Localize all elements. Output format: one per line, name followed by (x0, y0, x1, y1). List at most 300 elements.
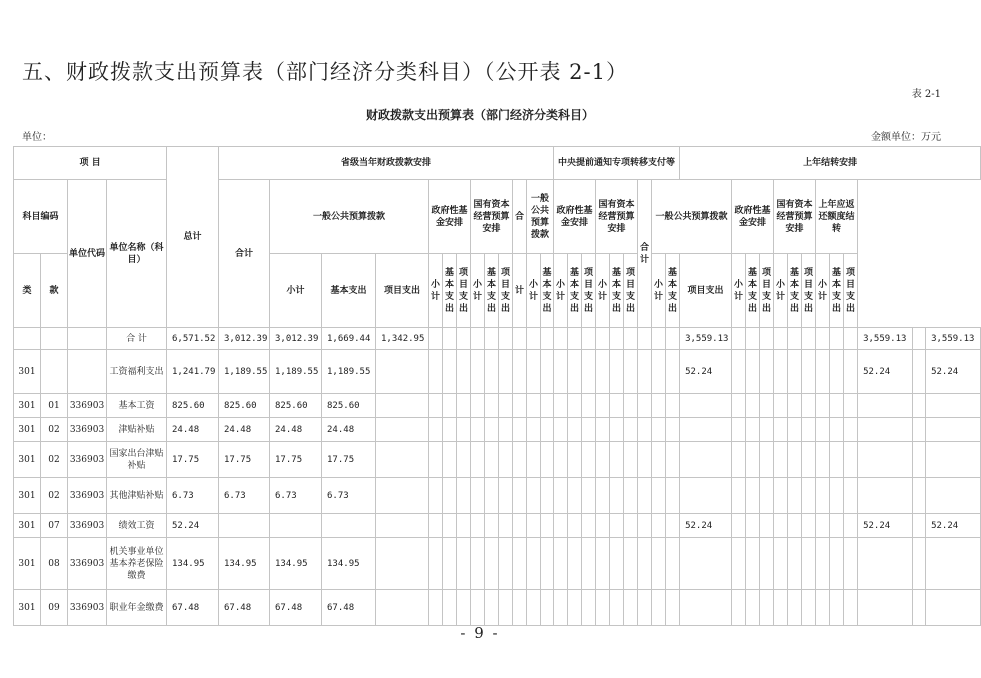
table-number: 表 2-1 (911, 89, 941, 100)
header-sub-basic: 基本支出 (485, 254, 499, 328)
table-cell (816, 442, 830, 478)
total-row (14, 328, 981, 350)
cell-total: 24.48 (167, 418, 219, 442)
table-cell (457, 478, 471, 514)
cell-return-xiaoji: 52.24 (858, 350, 913, 394)
cell-unit-code (68, 350, 107, 394)
table-cell (666, 418, 680, 442)
header-sub-project: 项目支出 (457, 254, 471, 328)
cell-project (376, 478, 429, 514)
header-sub-basic: 基本支出 (443, 254, 457, 328)
cell-total: 134.95 (167, 538, 219, 590)
table-cell (624, 538, 638, 590)
table-cell (788, 442, 802, 478)
table-cell (638, 478, 652, 514)
table-cell (652, 478, 666, 514)
table-cell (429, 394, 443, 418)
cell-carry-heji (680, 442, 732, 478)
cell-return-xiaoji (858, 478, 913, 514)
cell-total: 6.73 (167, 478, 219, 514)
table-row (14, 350, 981, 394)
cell-unit-name: 国家出台津贴补贴 (107, 442, 167, 478)
table-cell (638, 418, 652, 442)
table-cell (513, 478, 527, 514)
table-cell (913, 442, 926, 478)
header-sub-basic: 基本支出 (541, 254, 554, 328)
table-row (14, 538, 981, 590)
table-cell (499, 418, 513, 442)
table-cell (774, 590, 788, 626)
table-cell (788, 478, 802, 514)
header-unit-code: 单位代码 (68, 180, 107, 328)
cell-return-xiaoji: 3,559.13 (858, 328, 913, 350)
header-state-capital: 国有资本经营预算安排 (471, 180, 513, 254)
table-cell (485, 394, 499, 418)
table-cell (596, 538, 610, 590)
cell-carry-heji (680, 478, 732, 514)
cell-total: 52.24 (167, 514, 219, 538)
table-cell (541, 514, 554, 538)
cell-kuan: 07 (41, 514, 68, 538)
total-label: 合 计 (107, 328, 167, 350)
cell-kuan: 02 (41, 478, 68, 514)
table-cell (746, 350, 760, 394)
table-cell (844, 538, 858, 590)
header-sub-xiaoji: 小计 (527, 254, 541, 328)
table-cell (485, 418, 499, 442)
header-basic: 基本支出 (322, 254, 376, 328)
table-cell (802, 590, 816, 626)
table-cell (913, 418, 926, 442)
table-cell (471, 350, 485, 394)
cell-carry-heji (680, 418, 732, 442)
table-cell (485, 538, 499, 590)
table-cell (429, 590, 443, 626)
cell-total: 6,571.52 (167, 328, 219, 350)
cell-heji: 67.48 (219, 590, 270, 626)
table-cell (471, 514, 485, 538)
cell-xiaoji: 6.73 (270, 478, 322, 514)
table-cell (443, 538, 457, 590)
table-cell (830, 350, 844, 394)
header-kuan: 款 (41, 254, 68, 328)
table-cell (746, 590, 760, 626)
table-cell (774, 442, 788, 478)
page-number: - 9 - (460, 624, 500, 642)
table-cell (666, 538, 680, 590)
cell-lei: 301 (14, 394, 41, 418)
header-sub-xiaoji: 小计 (554, 254, 568, 328)
table-cell (582, 394, 596, 418)
table-cell (638, 538, 652, 590)
cell-unit-name: 基本工资 (107, 394, 167, 418)
table-cell (816, 590, 830, 626)
table-cell (499, 590, 513, 626)
table-cell (802, 538, 816, 590)
table-cell (624, 478, 638, 514)
table-cell (638, 442, 652, 478)
cell-xiaoji: 1,189.55 (270, 350, 322, 394)
cell-kuan: 02 (41, 442, 68, 478)
cell-return-xiaoji: 52.24 (858, 514, 913, 538)
table-cell (485, 478, 499, 514)
table-row (14, 394, 981, 418)
table-cell (788, 538, 802, 590)
table-cell (596, 478, 610, 514)
table-cell (816, 514, 830, 538)
table-cell (774, 418, 788, 442)
table-cell (429, 514, 443, 538)
table-cell (732, 590, 746, 626)
table-cell (844, 418, 858, 442)
header-central: 中央提前通知专项转移支付等 (554, 147, 680, 180)
table-cell (844, 442, 858, 478)
table-cell (541, 394, 554, 418)
cell-xiaoji (270, 514, 322, 538)
table-cell (513, 590, 527, 626)
table-cell (774, 514, 788, 538)
table-cell (802, 394, 816, 418)
cell-project: 1,342.95 (376, 328, 429, 350)
cell-unit-code: 336903 (68, 538, 107, 590)
table-cell (429, 538, 443, 590)
cell-return-project: 3,559.13 (926, 328, 981, 350)
header-gov-fund: 政府性基金安排 (429, 180, 471, 254)
table-cell (541, 418, 554, 442)
header-sub-basic: 基本支出 (746, 254, 760, 328)
cell-unit-code: 336903 (68, 590, 107, 626)
cell-total: 1,241.79 (167, 350, 219, 394)
cell-heji: 24.48 (219, 418, 270, 442)
table-cell (582, 442, 596, 478)
header-xiaoji: 小计 (270, 254, 322, 328)
table-cell (457, 418, 471, 442)
cell-kuan: 01 (41, 394, 68, 418)
cell-basic: 24.48 (322, 418, 376, 442)
table-cell (774, 394, 788, 418)
table-cell (746, 478, 760, 514)
cell-carry-heji (680, 590, 732, 626)
table-cell (527, 538, 541, 590)
table-cell (624, 590, 638, 626)
table-cell (913, 394, 926, 418)
header-carry-heji: 合计 (638, 180, 652, 328)
cell-basic: 134.95 (322, 538, 376, 590)
table-cell (568, 418, 582, 442)
cell-basic: 1,189.55 (322, 350, 376, 394)
table-cell (652, 590, 666, 626)
table-cell (471, 590, 485, 626)
table-cell (652, 442, 666, 478)
table-cell (443, 514, 457, 538)
header-heji: 合计 (219, 180, 270, 328)
table-cell (457, 394, 471, 418)
table-cell (816, 350, 830, 394)
table-cell (513, 538, 527, 590)
table-cell (527, 418, 541, 442)
table-cell (568, 590, 582, 626)
table-cell (638, 590, 652, 626)
table-cell (513, 350, 527, 394)
table-cell (624, 350, 638, 394)
table-cell (760, 514, 774, 538)
table-cell (513, 418, 527, 442)
cell-carry-heji (680, 394, 732, 418)
cell-kuan: 08 (41, 538, 68, 590)
table-cell (554, 590, 568, 626)
header-central-ji: 计 (513, 254, 527, 328)
cell-heji: 825.60 (219, 394, 270, 418)
cell-return-xiaoji (858, 538, 913, 590)
table-cell (582, 538, 596, 590)
cell-xiaoji: 825.60 (270, 394, 322, 418)
table-cell (443, 442, 457, 478)
table-cell (568, 538, 582, 590)
table-cell (457, 514, 471, 538)
cell-unit-name: 职业年金缴费 (107, 590, 167, 626)
table-cell (802, 350, 816, 394)
table-cell (457, 590, 471, 626)
table-cell (499, 394, 513, 418)
cell-return-xiaoji (858, 590, 913, 626)
cell-project (376, 394, 429, 418)
table-cell (582, 478, 596, 514)
table-cell (816, 478, 830, 514)
table-cell (513, 514, 527, 538)
table-cell (732, 538, 746, 590)
header-sub-project: 项目支出 (680, 254, 732, 328)
table-title: 财政拨款支出预算表（部门经济分类科目） (365, 108, 594, 122)
table-cell (429, 418, 443, 442)
table-cell (485, 514, 499, 538)
header-central-state: 国有资本经营预算安排 (596, 180, 638, 254)
table-cell (610, 418, 624, 442)
table-cell (541, 478, 554, 514)
cell-heji: 3,012.39 (219, 328, 270, 350)
table-cell (760, 590, 774, 626)
cell-basic: 825.60 (322, 394, 376, 418)
table-cell (554, 394, 568, 418)
header-sub-project: 项目支出 (582, 254, 596, 328)
table-cell (652, 538, 666, 590)
table-cell (913, 538, 926, 590)
cell-unit-code: 336903 (68, 478, 107, 514)
table-cell (830, 418, 844, 442)
header-carry-gov: 政府性基金安排 (732, 180, 774, 254)
table-cell (666, 478, 680, 514)
table-cell (471, 394, 485, 418)
header-sub-xiaoji: 小计 (596, 254, 610, 328)
table-cell (802, 514, 816, 538)
table-cell (732, 442, 746, 478)
table-cell (732, 514, 746, 538)
table-cell (554, 514, 568, 538)
table-cell (913, 478, 926, 514)
cell-total: 67.48 (167, 590, 219, 626)
table-cell (774, 538, 788, 590)
header-sub-xiaoji: 小计 (652, 254, 666, 328)
table-cell (816, 418, 830, 442)
cell-unit-name: 机关事业单位基本养老保险缴费 (107, 538, 167, 590)
table-cell (638, 394, 652, 418)
table-cell (816, 394, 830, 418)
table-cell (568, 514, 582, 538)
cell-return-project: 52.24 (926, 514, 981, 538)
table-cell (638, 350, 652, 394)
table-cell (666, 350, 680, 394)
table-cell (913, 514, 926, 538)
cell-total: 825.60 (167, 394, 219, 418)
cell-project (376, 590, 429, 626)
table-cell (541, 590, 554, 626)
table-cell (652, 394, 666, 418)
table-cell (732, 478, 746, 514)
header-subject-code: 科目编码 (14, 180, 68, 254)
header-return-project: 项目支出 (844, 254, 858, 328)
table-cell (624, 514, 638, 538)
table-cell (443, 418, 457, 442)
table-cell (582, 350, 596, 394)
cell-return-xiaoji (858, 394, 913, 418)
header-central-heji: 合 (513, 180, 527, 254)
cell-return-xiaoji (858, 418, 913, 442)
table-cell (760, 442, 774, 478)
amount-unit: 金额单位：万元 (871, 132, 941, 143)
table-cell (830, 514, 844, 538)
table-cell (760, 478, 774, 514)
table-cell (485, 590, 499, 626)
table-cell (830, 394, 844, 418)
cell-project (376, 538, 429, 590)
table-cell (666, 514, 680, 538)
cell-total: 17.75 (167, 442, 219, 478)
table-cell (429, 442, 443, 478)
table-cell (652, 418, 666, 442)
cell-project (376, 418, 429, 442)
header-sub-project: 项目支出 (499, 254, 513, 328)
table-cell (596, 442, 610, 478)
table-cell (802, 478, 816, 514)
table-cell (830, 478, 844, 514)
table-cell (732, 350, 746, 394)
table-cell (499, 538, 513, 590)
table-cell (499, 514, 513, 538)
cell-carry-heji: 3,559.13 (680, 328, 732, 350)
cell-lei: 301 (14, 538, 41, 590)
table-cell (554, 418, 568, 442)
cell-unit-code: 336903 (68, 514, 107, 538)
table-cell (541, 442, 554, 478)
cell-carry-heji: 52.24 (680, 514, 732, 538)
table-cell (913, 590, 926, 626)
cell-unit-code: 336903 (68, 442, 107, 478)
cell-return-project: 52.24 (926, 350, 981, 394)
cell-return-project (926, 418, 981, 442)
table-cell (527, 590, 541, 626)
cell-project (376, 442, 429, 478)
header-carry-general: 一般公共预算拨款 (652, 180, 732, 254)
cell-return-project (926, 394, 981, 418)
table-cell (527, 478, 541, 514)
table-cell (760, 350, 774, 394)
table-cell (596, 590, 610, 626)
table-cell (830, 590, 844, 626)
cell-project (376, 350, 429, 394)
table-cell (443, 478, 457, 514)
cell-kuan (41, 350, 68, 394)
cell-basic (322, 514, 376, 538)
header-sub-basic: 基本支出 (610, 254, 624, 328)
cell-lei: 301 (14, 478, 41, 514)
cell-xiaoji: 17.75 (270, 442, 322, 478)
cell-lei: 301 (14, 514, 41, 538)
cell-heji: 17.75 (219, 442, 270, 478)
table-cell (485, 442, 499, 478)
table-cell (443, 394, 457, 418)
table-cell (788, 418, 802, 442)
table-cell (610, 538, 624, 590)
cell-carry-heji: 52.24 (680, 350, 732, 394)
table-cell (582, 418, 596, 442)
cell-xiaoji: 134.95 (270, 538, 322, 590)
table-cell (541, 350, 554, 394)
cell-basic: 67.48 (322, 590, 376, 626)
table-cell (610, 590, 624, 626)
cell-return-xiaoji (858, 442, 913, 478)
table-cell (513, 442, 527, 478)
table-cell (844, 478, 858, 514)
header-carry-state: 国有资本经营预算安排 (774, 180, 816, 254)
table-cell (732, 394, 746, 418)
cell-return-project (926, 478, 981, 514)
table-cell (774, 478, 788, 514)
table-cell (652, 350, 666, 394)
table-cell (429, 350, 443, 394)
table-cell (788, 514, 802, 538)
cell-lei: 301 (14, 442, 41, 478)
table-cell (746, 442, 760, 478)
table-cell (443, 350, 457, 394)
table-cell (816, 538, 830, 590)
table-cell (471, 538, 485, 590)
cell-basic: 17.75 (322, 442, 376, 478)
header-central-gov: 政府性基金安排 (554, 180, 596, 254)
table-row (14, 478, 981, 514)
header-return-xiaoji: 小计 (816, 254, 830, 328)
cell-unit-name: 津贴补贴 (107, 418, 167, 442)
header-sub-basic: 基本支出 (568, 254, 582, 328)
table-cell (485, 350, 499, 394)
header-sub-xiaoji: 小计 (732, 254, 746, 328)
cell-unit-code: 336903 (68, 394, 107, 418)
table-cell (568, 394, 582, 418)
table-cell (457, 538, 471, 590)
table-row (14, 442, 981, 478)
cell-heji (219, 514, 270, 538)
header-carryover: 上年结转安排 (680, 147, 981, 180)
table-cell (610, 350, 624, 394)
cell-heji: 1,189.55 (219, 350, 270, 394)
table-cell (554, 538, 568, 590)
table-cell (610, 514, 624, 538)
table-cell (582, 590, 596, 626)
table-cell (746, 418, 760, 442)
cell-basic: 1,669.44 (322, 328, 376, 350)
table-cell (499, 478, 513, 514)
table-cell (471, 478, 485, 514)
table-cell (844, 514, 858, 538)
table-cell (596, 394, 610, 418)
